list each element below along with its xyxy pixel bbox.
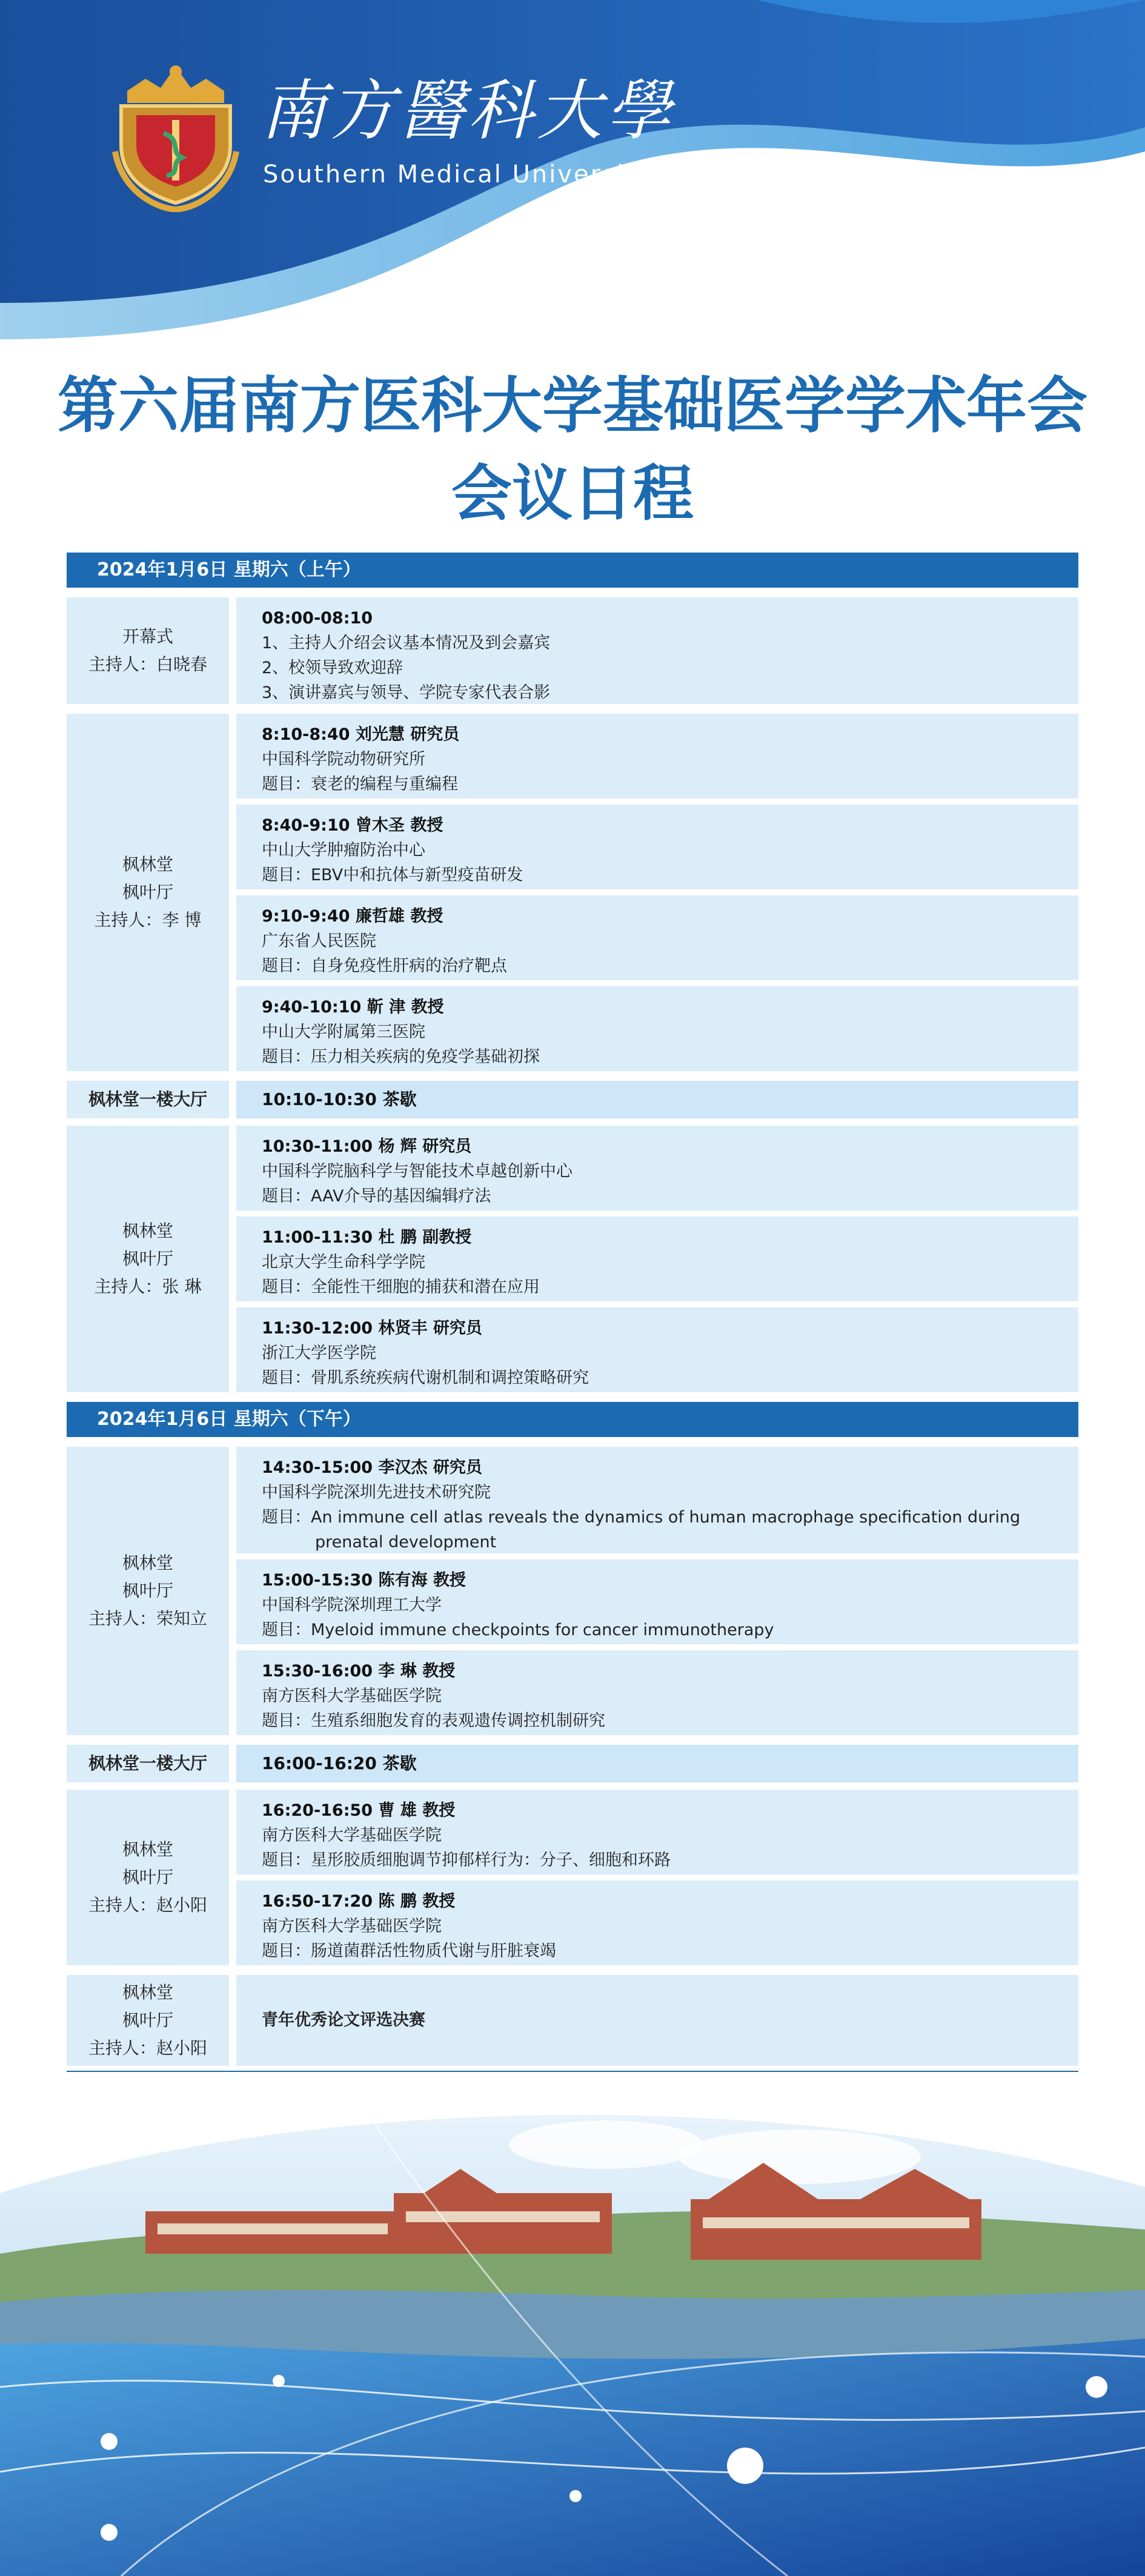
talk-head: 8:40-9:10 曾木圣 教授: [262, 816, 443, 835]
talk-topic: 题目：衰老的编程与重编程: [262, 775, 458, 794]
session4-host: 主持人：赵小阳: [88, 1895, 207, 1915]
session3-hall: 枫叶厅: [122, 1581, 173, 1601]
talk-org: 广东省人民医院: [262, 932, 376, 951]
talk-head: 15:30-16:00 李 琳 教授: [262, 1662, 456, 1681]
talk-head: 9:10-9:40 廉哲雄 教授: [262, 907, 443, 926]
talk-item: [236, 1790, 1078, 1874]
talk-org: 北京大学生命科学学院: [262, 1253, 425, 1272]
schedule-title: 会议日程: [451, 458, 694, 529]
talk-head: 16:20-16:50 曹 雄 教授: [262, 1801, 456, 1820]
opening-agenda-1: 1、主持人介绍会议基本情况及到会嘉宾: [262, 634, 551, 652]
talk-item: [236, 714, 1078, 798]
talk-topic: 题目：An immune cell atlas reveals the dynamics of human macrophage specification during prenatal development: [262, 1508, 1021, 1552]
session4-venue: 枫林堂: [122, 1839, 173, 1859]
talk-org: 中国科学院深圳先进技术研究院: [262, 1483, 491, 1502]
talk-topic: 题目：生殖系细胞发育的表观遗传调控机制研究: [262, 1711, 605, 1730]
talk-item: [236, 1217, 1078, 1301]
opening-label: 开幕式: [122, 626, 173, 646]
opening-item: [236, 597, 1078, 704]
session3-host: 主持人：荣知立: [88, 1608, 207, 1628]
tea-break-row: [67, 1745, 1078, 1782]
talk-topic: 题目：肠道菌群活性物质代谢与肝脏衰竭: [262, 1942, 556, 1960]
talk-org: 中山大学肿瘤防治中心: [262, 841, 425, 860]
talk-topic: 题目：星形胶质细胞调节抑郁样行为：分子、细胞和环路: [262, 1851, 671, 1870]
talk-org: 浙江大学医学院: [262, 1344, 376, 1363]
morning-header: 2024年1月6日 星期六（上午）: [67, 553, 1078, 588]
session1-hall: 枫叶厅: [122, 882, 173, 902]
talk-head: 16:50-17:20 陈 鹏 教授: [262, 1892, 456, 1911]
session1-venue-cell: [67, 714, 229, 1071]
opening-agenda-3: 3、演讲嘉宾与领导、学院专家代表合影: [262, 683, 551, 702]
final-venue: 枫林堂: [122, 1982, 173, 2002]
opening-agenda-2: 2、校领导致欢迎辞: [262, 659, 403, 677]
talk-item: [236, 1881, 1078, 1965]
session2-venue-cell: [67, 1126, 229, 1392]
session3-venue: 枫林堂: [122, 1553, 173, 1573]
opening-host: 主持人：白晓春: [88, 654, 207, 674]
talk-item: [236, 986, 1078, 1071]
talk-org: 南方医科大学基础医学院: [262, 1687, 442, 1705]
final-host: 主持人：赵小阳: [88, 2038, 207, 2058]
university-name-en: Southern Medical University: [263, 161, 653, 188]
talk-head: 14:30-15:00 李汉杰 研究员: [262, 1458, 482, 1477]
talk-topic: 题目：骨肌系统疾病代谢机制和调控策略研究: [262, 1369, 589, 1387]
session4-block: [67, 1790, 1078, 1965]
talk-head: 9:40-10:10 靳 津 教授: [262, 998, 444, 1017]
talk-org: 中山大学附属第三医院: [262, 1023, 425, 1041]
tea-break-place: 枫林堂一楼大厅: [67, 1745, 229, 1782]
talk-head: 11:30-12:00 林贤丰 研究员: [262, 1319, 482, 1338]
talk-org: 南方医科大学基础医学院: [262, 1917, 442, 1936]
talk-topic: 题目：EBV中和抗体与新型疫苗研发: [262, 866, 523, 885]
talk-topic: 题目：自身免疫性肝病的治疗靶点: [262, 957, 507, 975]
talk-item: [236, 805, 1078, 889]
tea-break-text: 16:00-16:20 茶歇: [236, 1745, 1078, 1782]
talk-org: 中国科学院脑科学与智能技术卓越创新中心: [262, 1162, 572, 1181]
opening-time: 08:00-08:10: [262, 609, 373, 628]
session2-venue: 枫林堂: [122, 1221, 173, 1241]
university-emblem-icon: [103, 48, 248, 212]
talk-item: [236, 1650, 1078, 1735]
session4-hall: 枫叶厅: [122, 1867, 173, 1887]
talk-item: [236, 1559, 1078, 1644]
campus-panorama-illustration: [0, 2072, 1145, 2576]
session2-host: 主持人：张 琳: [94, 1276, 202, 1296]
final-hall: 枫叶厅: [122, 2010, 173, 2030]
talk-topic: 题目：全能性干细胞的捕获和潜在应用: [262, 1278, 540, 1296]
talk-org: 南方医科大学基础医学院: [262, 1826, 442, 1845]
session3-venue-cell: [67, 1447, 229, 1735]
schedule-table: [67, 553, 1078, 2077]
university-name-cn: 南方醫科大學: [261, 73, 675, 149]
talk-head: 11:00-11:30 杜 鹏 副教授: [262, 1228, 472, 1247]
final-block: [67, 1975, 1078, 2066]
talk-org: 中国科学院深圳理工大学: [262, 1596, 442, 1615]
opening-label-cell: [67, 597, 229, 704]
talk-topic: 题目：压力相关疾病的免疫学基础初探: [262, 1047, 540, 1066]
session3-block: [67, 1447, 1078, 1735]
session4-venue-cell: [67, 1790, 229, 1965]
talk-item: [236, 1447, 1078, 1553]
talk-org: 中国科学院动物研究所: [262, 750, 425, 769]
session2-hall: 枫叶厅: [122, 1249, 173, 1269]
final-event: 青年优秀论文评选决赛: [236, 1975, 1078, 2066]
session1-block: [67, 714, 1078, 1071]
talk-item: [236, 1126, 1078, 1210]
talk-topic: 题目：AAV介导的基因编辑疗法: [262, 1187, 491, 1206]
final-venue-cell: [67, 1975, 229, 2066]
opening-block: [67, 597, 1078, 704]
afternoon-header: 2024年1月6日 星期六（下午）: [67, 1402, 1078, 1437]
talk-item: [236, 1307, 1078, 1392]
session1-host: 主持人：李 博: [94, 910, 202, 930]
talk-topic: 题目：Myeloid immune checkpoints for cancer immunotherapy: [262, 1621, 774, 1639]
tea-break-place: 枫林堂一楼大厅: [67, 1081, 229, 1118]
session2-block: [67, 1126, 1078, 1392]
talk-head: 10:30-11:00 杨 辉 研究员: [262, 1137, 472, 1156]
tea-break-row: [67, 1081, 1078, 1118]
conference-title: 第六届南方医科大学基础医学学术年会: [58, 370, 1087, 441]
session1-venue: 枫林堂: [122, 854, 173, 874]
talk-head: 8:10-8:40 刘光慧 研究员: [262, 725, 460, 744]
tea-break-text: 10:10-10:30 茶歇: [236, 1081, 1078, 1118]
talk-item: [236, 895, 1078, 980]
talk-head: 15:00-15:30 陈有海 教授: [262, 1571, 466, 1590]
